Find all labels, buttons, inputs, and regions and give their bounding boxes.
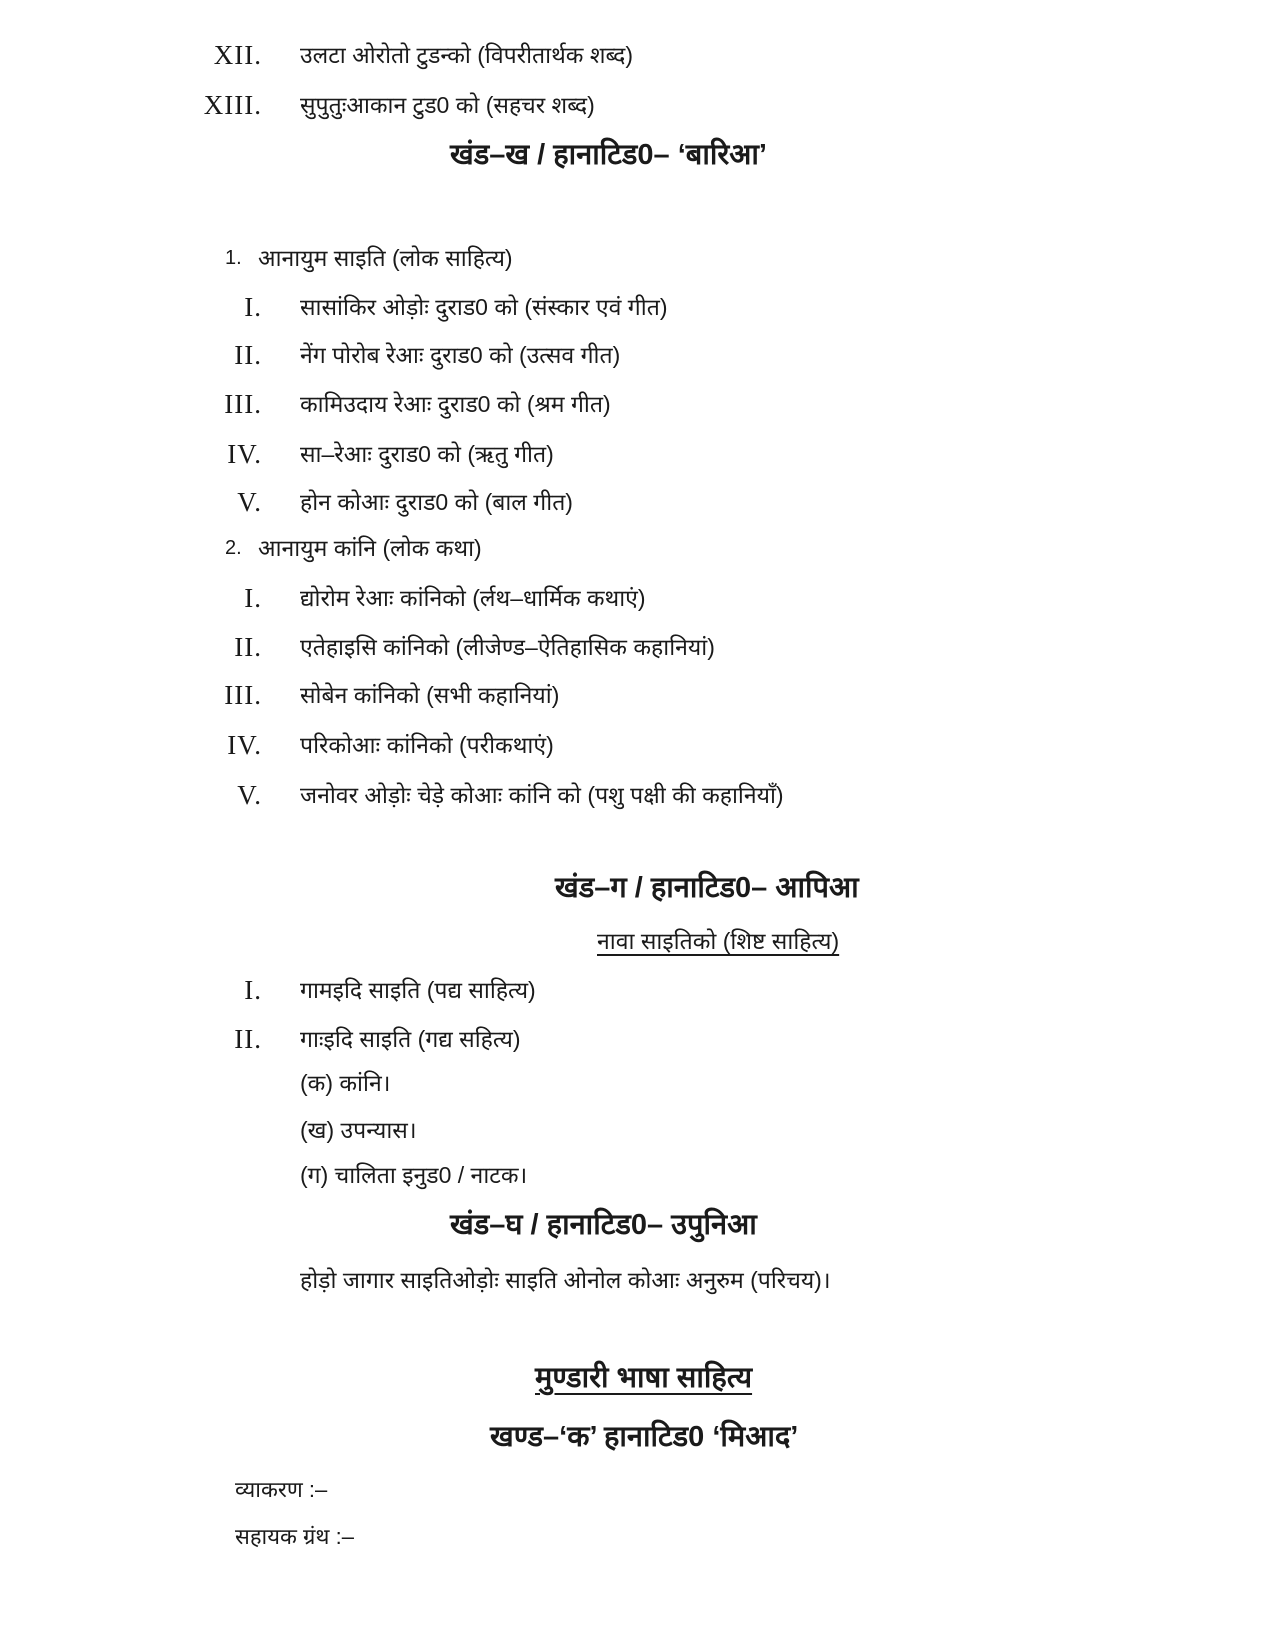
section-heading-c: खंड–ग / हानाटिड0– आपिआ bbox=[555, 872, 859, 904]
item-numeral: II. bbox=[234, 1024, 262, 1054]
group-title: आनायुम कांनि (लोक कथा) bbox=[258, 535, 482, 561]
list-item: नेंग पोरोब रेआः दुराड0 को (उत्सव गीत) bbox=[300, 342, 621, 368]
item-numeral: V. bbox=[237, 780, 262, 810]
item-numeral: II. bbox=[234, 632, 262, 662]
item-numeral: IV. bbox=[227, 730, 262, 760]
section-d-text: होड़ो जागार साइतिओड़ोः साइति ओनोल कोआः अनुरुम (परिचय)। bbox=[300, 1267, 831, 1293]
list-item: एतेहाइसि कांनिको (लीजेण्ड–ऐतिहासिक कहानियां) bbox=[300, 634, 715, 660]
sub-item: (ग) चालिता इनुड0 / नाटक। bbox=[300, 1162, 528, 1188]
sub-item: (क) कांनि। bbox=[300, 1070, 391, 1096]
item-numeral: II. bbox=[234, 340, 262, 370]
item-numeral: III. bbox=[224, 680, 262, 710]
list-item: सा–रेआः दुराड0 को (ऋतु गीत) bbox=[300, 441, 554, 467]
reference-books-label: सहायक ग्रंथ :– bbox=[235, 1524, 354, 1549]
sub-item: (ख) उपन्यास। bbox=[300, 1117, 417, 1143]
item-numeral: XII. bbox=[213, 40, 262, 70]
list-item: सोबेन कांनिको (सभी कहानियां) bbox=[300, 682, 560, 708]
list-item: गामइदि साइति (पद्य साहित्य) bbox=[300, 977, 536, 1003]
item-numeral: IV. bbox=[227, 439, 262, 469]
section-subheading: नावा साइतिको (शिष्ट साहित्य) bbox=[597, 928, 840, 954]
section-heading-b: खंड–ख / हानाटिड0– ‘बारिआ’ bbox=[450, 139, 767, 171]
list-item: परिकोआः कांनिको (परीकथाएं) bbox=[300, 732, 554, 758]
item-numeral: XIII. bbox=[203, 90, 262, 120]
group-number: 2. bbox=[225, 537, 242, 559]
list-item: उलटा ओरोतो टुडन्को (विपरीतार्थक शब्द) bbox=[300, 42, 634, 68]
item-numeral: I. bbox=[244, 975, 262, 1005]
item-numeral: I. bbox=[244, 583, 262, 613]
list-item: सासांकिर ओड़ोः दुराड0 को (संस्कार एवं गीत) bbox=[300, 294, 668, 320]
item-numeral: I. bbox=[244, 292, 262, 322]
mundari-section-heading: खण्ड–‘क’ हानाटिड0 ‘मिआद’ bbox=[490, 1421, 799, 1453]
grammar-label: व्याकरण :– bbox=[235, 1477, 328, 1502]
list-item: जनोवर ओड़ोः चेड़े कोआः कांनि को (पशु पक्षी की कहानियाँ) bbox=[300, 782, 784, 808]
section-heading-d: खंड–घ / हानाटिड0– उपुनिआ bbox=[450, 1209, 757, 1241]
list-item: द्योरोम रेआः कांनिको (र्लथ–धार्मिक कथाएं) bbox=[300, 585, 646, 611]
mundari-title: मुण्डारी भाषा साहित्य bbox=[535, 1362, 753, 1394]
item-numeral: III. bbox=[224, 389, 262, 419]
item-numeral: V. bbox=[237, 487, 262, 517]
list-item: गाःइदि साइति (गद्य सहित्य) bbox=[300, 1026, 521, 1052]
list-item: होन कोआः दुराड0 को (बाल गीत) bbox=[300, 489, 573, 515]
list-item: सुपुतुःआकान टुड0 को (सहचर शब्द) bbox=[300, 92, 595, 118]
group-title: आनायुम साइति (लोक साहित्य) bbox=[258, 245, 513, 271]
list-item: कामिउदाय रेआः दुराड0 को (श्रम गीत) bbox=[300, 391, 611, 417]
group-number: 1. bbox=[225, 247, 242, 269]
